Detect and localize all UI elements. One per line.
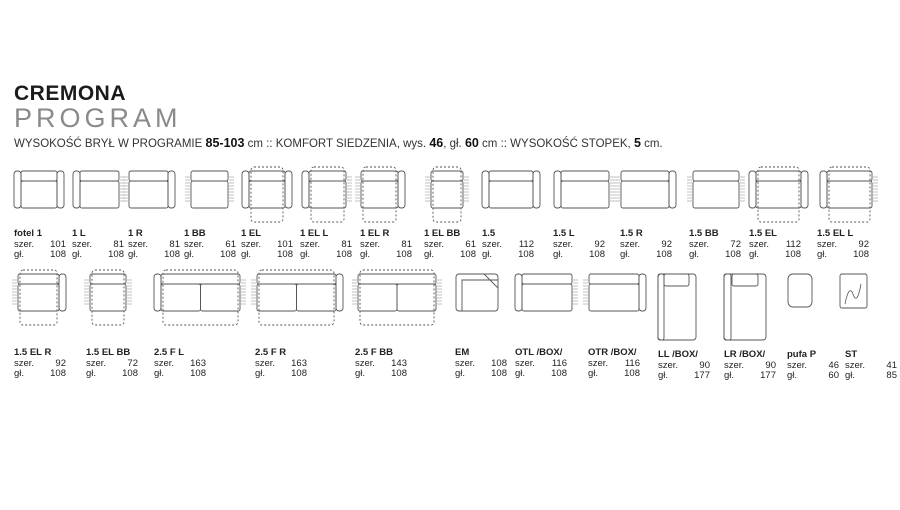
armrest-left: [73, 171, 80, 208]
module-name: 1 BB: [184, 228, 206, 239]
extension-outline: [92, 270, 124, 325]
armrest-left: [554, 171, 561, 208]
module-width: 163: [190, 357, 206, 369]
module-depth: 108: [491, 368, 507, 379]
module-depth: 108: [460, 249, 476, 260]
module-label: [300, 229, 352, 261]
module-name: LR /BOX/: [724, 349, 766, 360]
seat-cushion: [397, 284, 436, 311]
module-name: OTR /BOX/: [588, 347, 637, 358]
width-label: szer.: [455, 357, 476, 369]
seat-cushion: [561, 181, 609, 208]
depth-label: gł.: [482, 249, 493, 260]
module-label: [482, 229, 534, 261]
module-label: [658, 350, 710, 382]
module-depth-row: [241, 250, 293, 261]
width-label: szer.: [689, 238, 710, 250]
width-label: szer.: [658, 359, 679, 371]
module-depth-row: [515, 369, 567, 380]
depth-label: gł.: [360, 249, 371, 260]
module-depth-row: [787, 371, 839, 382]
module-label: [154, 348, 206, 380]
module-label: [845, 350, 897, 382]
module-width: 81: [169, 238, 180, 250]
armrest-left: [820, 171, 827, 208]
module-width: 90: [765, 359, 776, 371]
module-depth: 108: [190, 368, 206, 379]
module-width: 92: [858, 238, 869, 250]
depth-label: gł.: [72, 249, 83, 260]
module-depth-row: [658, 371, 710, 382]
seat-cushion: [80, 181, 119, 208]
module-depth-row: [553, 250, 605, 261]
width-label: szer.: [72, 238, 93, 250]
armrest-left: [14, 171, 21, 208]
armrest-left: [482, 171, 489, 208]
corner-joint: [484, 274, 498, 288]
module-label: [72, 229, 124, 261]
specs-text-1: WYSOKOŚĆ BRYŁ W PROGRAMIE: [14, 138, 206, 150]
seat-cushion: [431, 181, 463, 208]
chaise-ll-arm: [658, 274, 664, 340]
specs-seat-height: 46: [429, 136, 444, 150]
module-depth-row: [14, 369, 66, 380]
seat-cushion: [621, 181, 669, 208]
armrest-right: [801, 171, 808, 208]
armrest-right: [57, 171, 64, 208]
module-name: 1.5 EL BB: [86, 347, 131, 358]
module-depth-row: [72, 250, 124, 261]
seat-cushion: [21, 181, 57, 208]
depth-label: gł.: [515, 368, 526, 379]
width-label: szer.: [787, 359, 808, 371]
backrest: [561, 171, 609, 181]
module-depth-row: [817, 250, 869, 261]
module-label: [14, 348, 66, 380]
depth-label: gł.: [658, 370, 669, 381]
module-depth-row: [588, 369, 640, 380]
module-depth: 177: [760, 370, 776, 381]
page-subtitle: PROGRAM: [14, 103, 182, 133]
module-depth: 108: [164, 249, 180, 260]
module-width: 143: [391, 357, 407, 369]
extension-outline: [251, 167, 283, 222]
module-label: [255, 348, 307, 380]
seat-cushion: [161, 284, 201, 311]
module-depth: 108: [656, 249, 672, 260]
backrest: [589, 274, 639, 284]
seat-cushion: [756, 181, 801, 208]
module-depth: 108: [277, 249, 293, 260]
module-depth-row: [424, 250, 476, 261]
backrest: [693, 171, 739, 181]
module-depth: 108: [785, 249, 801, 260]
module-label: [455, 348, 507, 380]
seat-cushion: [589, 284, 639, 311]
module-width: 61: [225, 238, 236, 250]
module-label: [424, 229, 476, 261]
module-width: 116: [624, 357, 640, 369]
armrest-right: [669, 171, 676, 208]
module-name: 1 EL L: [300, 228, 329, 239]
width-label: szer.: [588, 357, 609, 369]
module-depth-row: [620, 250, 672, 261]
armrest-right: [285, 171, 292, 208]
backrest: [191, 171, 228, 181]
module-name: LL /BOX/: [658, 349, 698, 360]
module-width: 61: [465, 238, 476, 250]
module-name: 1.5 BB: [689, 228, 719, 239]
module-depth: 108: [725, 249, 741, 260]
backrest: [90, 274, 126, 284]
backrest: [249, 171, 285, 181]
module-depth-row: [300, 250, 352, 261]
module-name: pufa P: [787, 349, 817, 360]
module-label: [86, 348, 138, 380]
width-label: szer.: [817, 238, 838, 250]
module-name: 2.5 F L: [154, 347, 185, 358]
module-depth: 177: [694, 370, 710, 381]
module-depth: 108: [291, 368, 307, 379]
module-width: 90: [699, 359, 710, 371]
backrest: [358, 274, 436, 284]
module-depth-row: [86, 369, 138, 380]
width-label: szer.: [482, 238, 503, 250]
module-name: 1.5 EL: [749, 228, 777, 239]
backrest: [129, 171, 168, 181]
depth-label: gł.: [455, 368, 466, 379]
module-depth: 108: [50, 249, 66, 260]
module-depth-row: [184, 250, 236, 261]
width-label: szer.: [154, 357, 175, 369]
module-depth: 108: [336, 249, 352, 260]
module-label: [553, 229, 605, 261]
module-width: 116: [551, 357, 567, 369]
depth-label: gł.: [424, 249, 435, 260]
backrest: [489, 171, 533, 181]
seat-cushion: [361, 181, 398, 208]
module-depth-row: [255, 369, 307, 380]
seat-cushion: [257, 284, 297, 311]
seat-cushion: [90, 284, 126, 311]
width-label: szer.: [360, 238, 381, 250]
module-name: 1 L: [72, 228, 86, 239]
armrest-left: [749, 171, 756, 208]
chaise-lr-arm: [724, 274, 731, 340]
module-depth-row: [749, 250, 801, 261]
module-depth-row: [455, 369, 507, 380]
module-width: 46: [828, 359, 839, 371]
backrest: [361, 171, 398, 181]
module-name: 1.5 EL L: [817, 228, 854, 239]
depth-label: gł.: [355, 368, 366, 379]
module-depth-row: [845, 371, 897, 382]
stool-pattern: [845, 284, 861, 304]
backrest: [257, 274, 336, 284]
specs-text-4: cm :: WYSOKOŚĆ STOPEK,: [478, 138, 634, 150]
module-depth: 85: [886, 370, 897, 381]
module-name: 1 EL BB: [424, 228, 461, 239]
width-label: szer.: [355, 357, 376, 369]
width-label: szer.: [515, 357, 536, 369]
width-label: szer.: [553, 238, 574, 250]
backrest: [18, 274, 59, 284]
module-width: 92: [55, 357, 66, 369]
module-name: 2.5 F R: [255, 347, 287, 358]
module-name: 1.5 R: [620, 228, 643, 239]
armrest-right: [336, 274, 343, 311]
depth-label: gł.: [817, 249, 828, 260]
module-width: 92: [661, 238, 672, 250]
width-label: szer.: [184, 238, 205, 250]
module-label: [128, 229, 180, 261]
module-label: [620, 229, 672, 261]
module-depth: 108: [518, 249, 534, 260]
width-label: szer.: [128, 238, 149, 250]
extension-outline: [20, 270, 57, 325]
module-label: [360, 229, 412, 261]
armrest-left: [242, 171, 249, 208]
seat-cushion: [489, 181, 533, 208]
seat-cushion: [358, 284, 397, 311]
module-width: 108: [491, 357, 507, 369]
depth-label: gł.: [749, 249, 760, 260]
backrest: [161, 274, 240, 284]
chaise-lr: [724, 274, 766, 340]
module-label: [689, 229, 741, 261]
module-depth: 108: [391, 368, 407, 379]
module-depth: 108: [551, 368, 567, 379]
width-label: szer.: [14, 357, 35, 369]
module-width: 72: [730, 238, 741, 250]
module-width: 101: [277, 238, 293, 250]
chaise-lr-backrest: [732, 274, 758, 286]
module-label: [515, 348, 567, 380]
backrest: [827, 171, 872, 181]
seat-cushion: [522, 284, 572, 311]
backrest: [621, 171, 669, 181]
extension-outline: [758, 167, 799, 222]
width-label: szer.: [424, 238, 445, 250]
specs-height-range: 85-103: [205, 136, 245, 150]
module-depth-row: [360, 250, 412, 261]
module-depth: 108: [624, 368, 640, 379]
module-depth-row: [689, 250, 741, 261]
seat-cushion: [201, 284, 241, 311]
depth-label: gł.: [620, 249, 631, 260]
extension-outline: [311, 167, 344, 222]
width-label: szer.: [241, 238, 262, 250]
module-width: 92: [594, 238, 605, 250]
depth-label: gł.: [300, 249, 311, 260]
extension-outline: [363, 167, 396, 222]
armrest-left: [154, 274, 161, 311]
module-name: 1 EL: [241, 228, 262, 239]
depth-label: gł.: [241, 249, 252, 260]
module-name: fotel 1: [14, 228, 42, 239]
module-depth-row: [154, 369, 206, 380]
seat-cushion: [191, 181, 228, 208]
armrest-left: [515, 274, 522, 311]
module-name: ST: [845, 349, 858, 360]
armrest-right: [168, 171, 175, 208]
module-name: 2.5 F BB: [355, 347, 394, 358]
module-label: [588, 348, 640, 380]
module-label: [749, 229, 801, 261]
module-name: 1 R: [128, 228, 143, 239]
module-label: [787, 350, 839, 382]
backrest: [431, 171, 463, 181]
depth-label: gł.: [588, 368, 599, 379]
backrest: [80, 171, 119, 181]
depth-label: gł.: [689, 249, 700, 260]
width-label: szer.: [620, 238, 641, 250]
pouf: [788, 274, 812, 307]
width-label: szer.: [845, 359, 866, 371]
module-name: OTL /BOX/: [515, 347, 563, 358]
backrest: [756, 171, 801, 181]
seat-cushion: [693, 181, 739, 208]
width-label: szer.: [14, 238, 35, 250]
module-depth: 108: [853, 249, 869, 260]
module-label: [14, 229, 66, 261]
seat-cushion: [309, 181, 346, 208]
module-width: 101: [50, 238, 66, 250]
module-label: [817, 229, 869, 261]
chaise-ll-backrest: [664, 274, 689, 286]
depth-label: gł.: [255, 368, 266, 379]
module-name: 1.5: [482, 228, 496, 239]
module-width: 112: [518, 238, 534, 250]
depth-label: gł.: [14, 249, 25, 260]
module-width: 41: [886, 359, 897, 371]
seat-cushion: [827, 181, 872, 208]
depth-label: gł.: [14, 368, 25, 379]
module-label: [241, 229, 293, 261]
module-depth-row: [482, 250, 534, 261]
specs-seat-depth: 60: [464, 136, 479, 150]
depth-label: gł.: [184, 249, 195, 260]
module-depth: 108: [396, 249, 412, 260]
depth-label: gł.: [86, 368, 97, 379]
extension-outline: [433, 167, 461, 222]
stool: [840, 274, 867, 308]
armrest-right: [533, 171, 540, 208]
seat-cushion: [249, 181, 285, 208]
module-depth-row: [355, 369, 407, 380]
backrest: [21, 171, 57, 181]
backrest: [309, 171, 346, 181]
module-depth: 108: [220, 249, 236, 260]
module-name: 1.5 EL R: [14, 347, 52, 358]
depth-label: gł.: [553, 249, 564, 260]
armrest-right: [639, 274, 646, 311]
specs-text-5: cm.: [640, 138, 663, 150]
module-depth-row: [724, 371, 776, 382]
armrest-right: [398, 171, 405, 208]
module-width: 81: [401, 238, 412, 250]
width-label: szer.: [300, 238, 321, 250]
module-name: 1 EL R: [360, 228, 390, 239]
specs-text-2: cm :: KOMFORT SIEDZENIA, wys.: [244, 138, 430, 150]
seat-cushion: [18, 284, 59, 311]
page-title: CREMONA: [14, 82, 126, 105]
depth-label: gł.: [154, 368, 165, 379]
module-label: [184, 229, 236, 261]
module-name: EM: [455, 347, 470, 358]
module-depth-row: [14, 250, 66, 261]
depth-label: gł.: [787, 370, 798, 381]
depth-label: gł.: [128, 249, 139, 260]
depth-label: gł.: [724, 370, 735, 381]
seat-cushion: [129, 181, 168, 208]
module-width: 81: [113, 238, 124, 250]
armrest-right: [59, 274, 66, 311]
module-label: [724, 350, 776, 382]
corner-backrest: [462, 280, 498, 311]
specs-text-3: , gł.: [443, 138, 465, 150]
width-label: szer.: [724, 359, 745, 371]
module-depth: 108: [50, 368, 66, 379]
seat-cushion: [297, 284, 337, 311]
module-depth: 108: [122, 368, 138, 379]
module-width: 112: [785, 238, 801, 250]
module-name: 1.5 L: [553, 228, 575, 239]
armrest-left: [302, 171, 309, 208]
module-label: [355, 348, 407, 380]
width-label: szer.: [749, 238, 770, 250]
width-label: szer.: [255, 357, 276, 369]
extension-outline: [829, 167, 870, 222]
module-width: 163: [291, 357, 307, 369]
depth-label: gł.: [845, 370, 856, 381]
module-width: 72: [127, 357, 138, 369]
backrest: [522, 274, 572, 284]
module-depth: 108: [108, 249, 124, 260]
specs-feet-height: 5: [633, 136, 641, 150]
module-width: 81: [341, 238, 352, 250]
module-depth-row: [128, 250, 180, 261]
module-depth: 60: [828, 370, 839, 381]
width-label: szer.: [86, 357, 107, 369]
module-depth: 108: [589, 249, 605, 260]
